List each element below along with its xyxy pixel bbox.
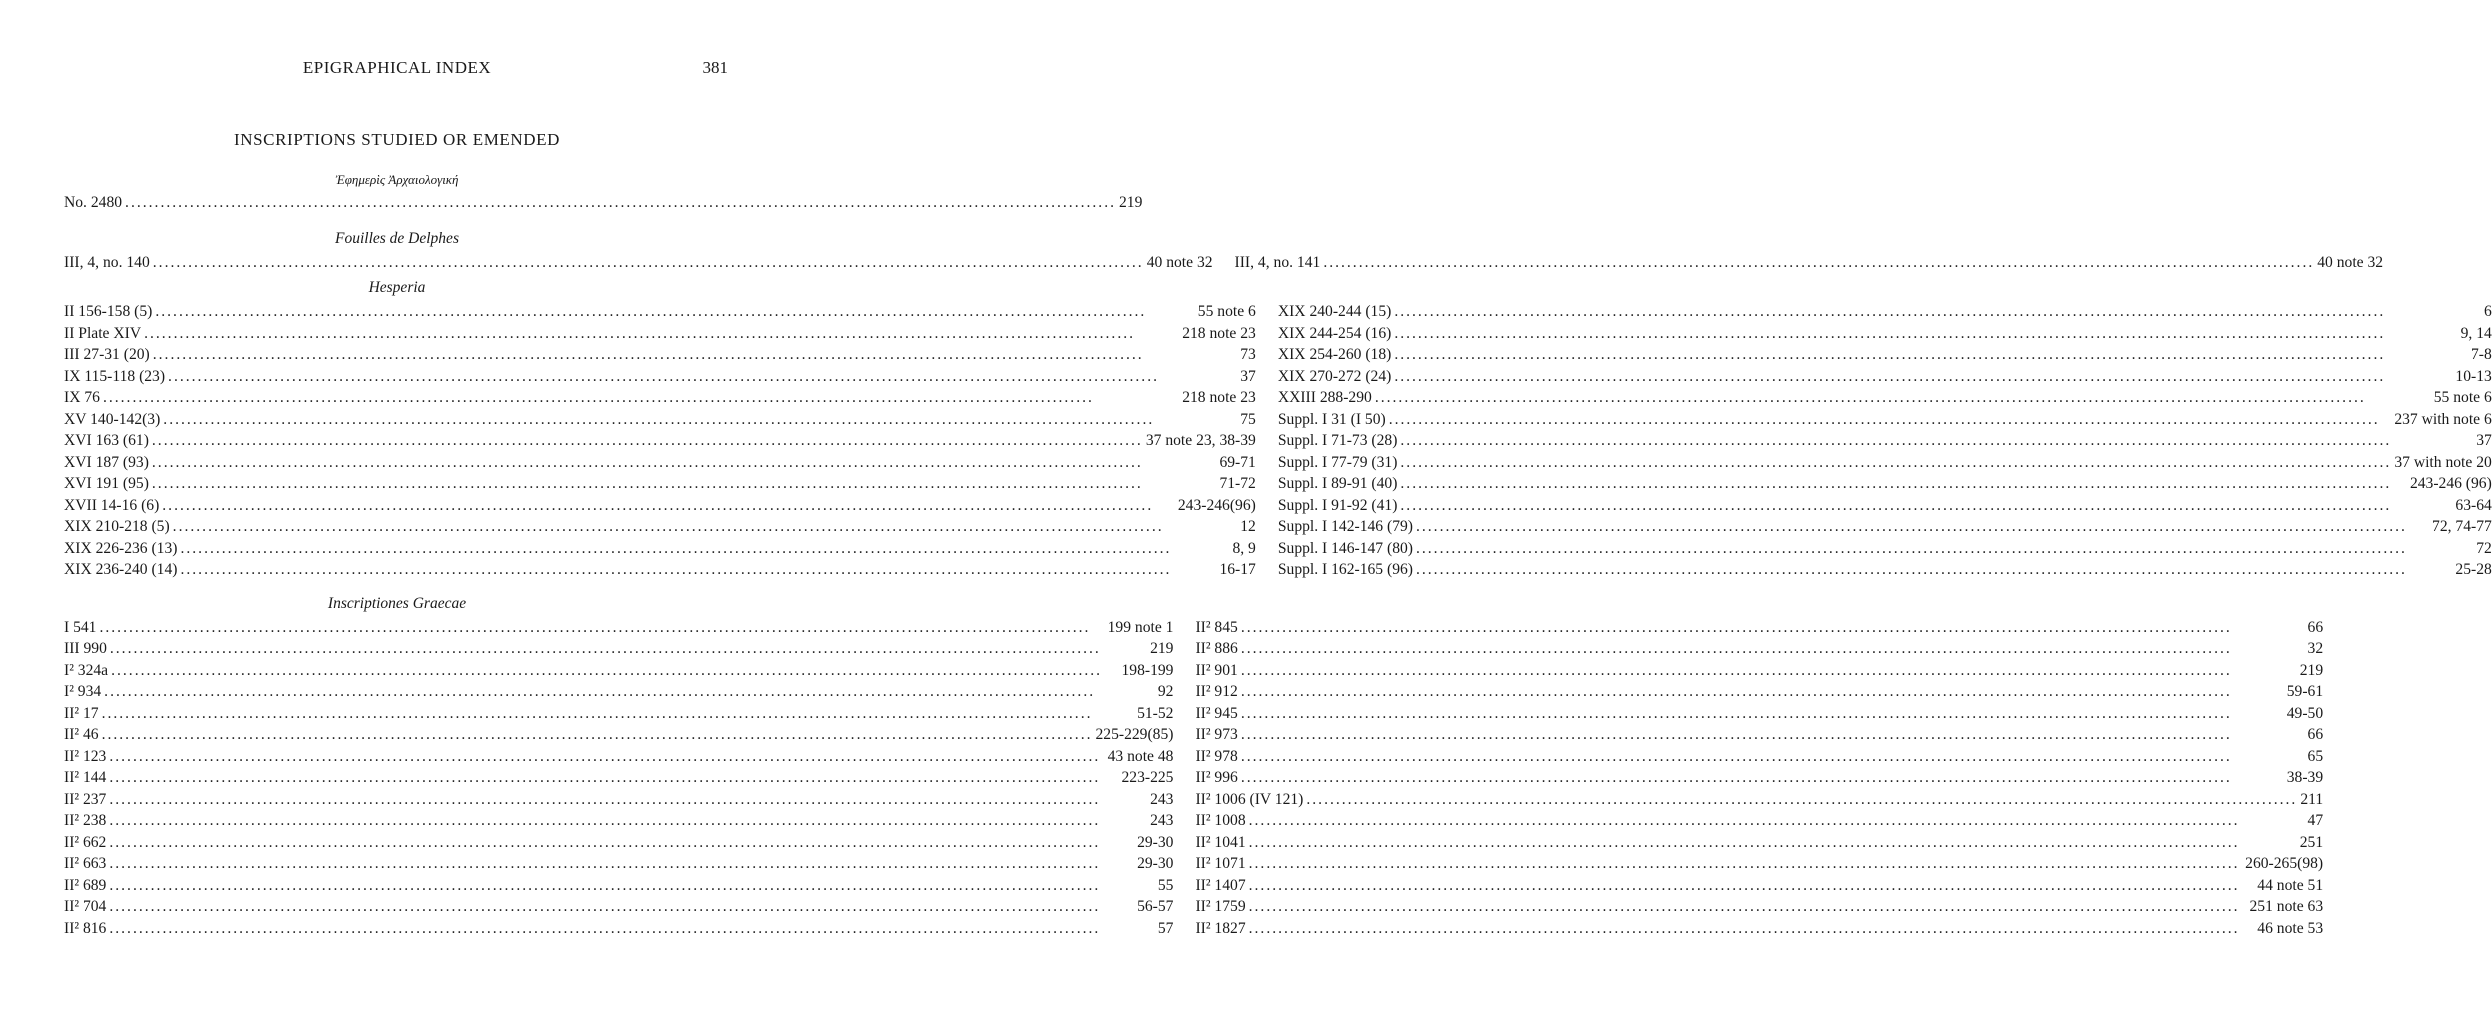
entry-reference: 243 bbox=[1150, 790, 1174, 808]
entry-reference: 199 note 1 bbox=[1107, 618, 1174, 636]
index-entry bbox=[1278, 323, 2492, 345]
inscriptiones-graecae-entries bbox=[64, 617, 2324, 940]
index-entry bbox=[1195, 789, 2323, 811]
dot-leader bbox=[1249, 896, 2247, 918]
entry-reference: 12 bbox=[1240, 518, 1256, 535]
index-entry bbox=[64, 617, 1173, 639]
entry-reference: 223-225 bbox=[1121, 769, 1174, 786]
entry-label: XVI 187 (93) bbox=[64, 453, 149, 471]
index-entry bbox=[1278, 452, 2492, 474]
index-entry bbox=[1195, 617, 2323, 639]
running-title: EPIGRAPHICAL INDEX bbox=[302, 58, 492, 77]
index-entry bbox=[64, 516, 1256, 538]
index-entry bbox=[64, 192, 1142, 214]
entry-reference: 59-61 bbox=[2286, 683, 2324, 700]
entry-reference: 66 bbox=[2307, 618, 2324, 636]
dot-leader bbox=[1394, 366, 2452, 388]
dot-leader bbox=[109, 767, 1118, 789]
entry-reference: 37 bbox=[2476, 432, 2492, 449]
dot-leader bbox=[109, 832, 1134, 854]
dot-leader bbox=[144, 323, 1179, 345]
dot-leader bbox=[152, 452, 1217, 474]
entry-label: Suppl. I 91-92 (41) bbox=[1277, 496, 1398, 514]
index-entry bbox=[1195, 918, 2323, 940]
dot-leader bbox=[1323, 252, 2314, 274]
index-entry bbox=[64, 473, 1256, 495]
dot-leader bbox=[1416, 538, 2473, 560]
index-entry bbox=[1278, 473, 2492, 495]
dot-leader bbox=[1241, 767, 2284, 789]
index-entry bbox=[64, 918, 1173, 940]
entry-reference: 55 bbox=[1157, 876, 1174, 894]
dot-leader bbox=[1249, 918, 2255, 940]
dot-leader bbox=[102, 703, 1135, 725]
entry-label: Suppl. I 89-91 (40) bbox=[1277, 475, 1398, 492]
entry-reference: 9, 14 bbox=[2460, 324, 2492, 342]
entry-reference: 43 note 48 bbox=[1107, 747, 1174, 765]
dot-leader bbox=[1241, 638, 2305, 660]
dot-leader bbox=[1241, 724, 2305, 746]
entry-reference: 37 with note 20 bbox=[2394, 453, 2492, 471]
section-title-inscriptiones-graecae: Inscriptiones Graecae bbox=[327, 594, 467, 612]
dot-leader bbox=[1249, 832, 2297, 854]
entry-reference: 25-28 bbox=[2455, 561, 2492, 578]
entry-reference: 243-246 (96) bbox=[2409, 475, 2492, 492]
entry-label: Suppl. I 71-73 (28) bbox=[1277, 432, 1398, 449]
entry-label: II² 123 bbox=[64, 747, 107, 765]
entry-reference: 47 bbox=[2307, 812, 2324, 829]
index-entry bbox=[64, 746, 1173, 768]
index-entry bbox=[1278, 409, 2492, 431]
entry-reference: 46 note 53 bbox=[2257, 919, 2324, 937]
index-entry bbox=[1195, 767, 2323, 789]
index-entry bbox=[64, 559, 1256, 581]
index-entry bbox=[64, 703, 1173, 725]
entry-label: I² 934 bbox=[64, 683, 102, 700]
dot-leader bbox=[1389, 409, 2392, 431]
index-entry bbox=[1278, 538, 2492, 560]
dot-leader bbox=[111, 660, 1118, 682]
entry-label: II² 945 bbox=[1195, 704, 1238, 722]
index-entry bbox=[64, 660, 1173, 682]
index-entry bbox=[64, 832, 1173, 854]
entry-label: II² 978 bbox=[1195, 747, 1238, 765]
entry-reference: 198-199 bbox=[1121, 661, 1174, 679]
index-entry bbox=[64, 495, 1256, 517]
entry-reference: 219 bbox=[2299, 661, 2324, 679]
entry-reference: 243 bbox=[1150, 812, 1174, 829]
dot-leader bbox=[1241, 703, 2284, 725]
entry-label: XXIII 288-290 bbox=[1277, 389, 1372, 406]
index-column-right bbox=[1195, 617, 2323, 940]
entry-reference: 218 note 23 bbox=[1182, 324, 1256, 342]
entry-label: II² 996 bbox=[1195, 769, 1238, 786]
index-entry bbox=[1278, 301, 2492, 323]
index-entry bbox=[1235, 252, 2384, 274]
dot-leader bbox=[1394, 323, 2457, 345]
entry-reference: 218 note 23 bbox=[1182, 389, 1256, 406]
entry-label: II² 901 bbox=[1195, 661, 1238, 679]
entry-label: No. 2480 bbox=[64, 194, 123, 211]
dot-leader bbox=[1249, 875, 2255, 897]
entry-reference: 260-265(98) bbox=[2245, 855, 2324, 872]
entry-label: XIX 254-260 (18) bbox=[1277, 346, 1392, 363]
section-title-ephemeris: Ἐφημερὶς Ἀρχαιολογική bbox=[335, 172, 459, 187]
dot-leader bbox=[168, 366, 1237, 388]
entry-reference: 29-30 bbox=[1137, 833, 1174, 851]
entry-reference: 75 bbox=[1240, 410, 1256, 428]
entry-label: II² 1071 bbox=[1195, 855, 1246, 872]
dot-leader bbox=[1241, 660, 2297, 682]
index-entry bbox=[1195, 810, 2323, 832]
index-entry bbox=[64, 853, 1173, 875]
entry-label: I 541 bbox=[64, 618, 97, 636]
dot-leader bbox=[1416, 559, 2452, 581]
main-title: INSCRIPTIONS STUDIED OR EMENDED bbox=[233, 130, 561, 149]
dot-leader bbox=[153, 344, 1238, 366]
hesperia-entries bbox=[64, 301, 2492, 581]
entry-label: II² 662 bbox=[64, 833, 107, 851]
entry-label: II² 46 bbox=[64, 726, 99, 743]
entry-label: III 990 bbox=[64, 640, 107, 657]
entry-label: II² 1827 bbox=[1195, 919, 1246, 937]
entry-label: Suppl. I 142-146 (79) bbox=[1277, 518, 1413, 535]
dot-leader bbox=[109, 918, 1155, 940]
entry-reference: 16-17 bbox=[1219, 561, 1256, 578]
index-column-left bbox=[64, 617, 1173, 940]
dot-leader bbox=[1400, 495, 2452, 517]
entry-reference: 72 bbox=[2476, 539, 2492, 557]
dot-leader bbox=[152, 430, 1143, 452]
running-header bbox=[64, 56, 730, 86]
index-entry bbox=[64, 538, 1256, 560]
entry-reference: 219 bbox=[1150, 640, 1174, 657]
fouilles-entries bbox=[64, 252, 2384, 274]
index-entry bbox=[1278, 366, 2492, 388]
entry-label: III 27-31 (20) bbox=[64, 346, 150, 363]
entry-label: III, 4, no. 141 bbox=[1234, 253, 1321, 271]
entry-reference: 32 bbox=[2307, 640, 2324, 657]
dot-leader bbox=[109, 810, 1147, 832]
entry-reference: 37 bbox=[1240, 367, 1256, 385]
entry-label: XIX 240-244 (15) bbox=[1277, 303, 1392, 320]
entry-label: II Plate XIV bbox=[64, 324, 142, 342]
index-entry bbox=[1195, 875, 2323, 897]
entry-reference: 63-64 bbox=[2455, 496, 2492, 514]
entry-label: II² 1008 bbox=[1195, 812, 1246, 829]
section-title-fouilles: Fouilles de Delphes bbox=[335, 229, 459, 247]
index-entry bbox=[64, 810, 1173, 832]
section-title-hesperia: Hesperia bbox=[368, 279, 426, 296]
dot-leader bbox=[180, 538, 1229, 560]
entry-reference: 55 note 6 bbox=[2433, 389, 2492, 406]
entry-reference: 10-13 bbox=[2455, 367, 2492, 385]
entry-reference: 7-8 bbox=[2471, 346, 2492, 363]
entry-label: II² 144 bbox=[64, 769, 107, 786]
entry-label: II² 912 bbox=[1195, 683, 1238, 700]
dot-leader bbox=[1394, 344, 2468, 366]
index-entry bbox=[1278, 495, 2492, 517]
dot-leader bbox=[180, 559, 1216, 581]
entry-label: II² 1407 bbox=[1195, 876, 1246, 894]
entry-reference: 44 note 51 bbox=[2257, 876, 2324, 894]
entry-label: II² 886 bbox=[1195, 640, 1238, 657]
index-entry bbox=[1195, 681, 2323, 703]
index-entry bbox=[64, 789, 1173, 811]
entry-label: XVI 163 (61) bbox=[64, 432, 149, 449]
entry-reference: 219 bbox=[1118, 194, 1143, 211]
index-entry bbox=[64, 430, 1256, 452]
dot-leader bbox=[1416, 516, 2429, 538]
index-entry bbox=[1278, 516, 2492, 538]
entry-label: II² 689 bbox=[64, 876, 107, 894]
index-entry bbox=[1195, 638, 2323, 660]
entry-label: XIX 210-218 (5) bbox=[64, 518, 170, 535]
entry-reference: 40 note 32 bbox=[2317, 253, 2384, 271]
index-entry bbox=[64, 875, 1173, 897]
dot-leader bbox=[110, 638, 1147, 660]
entry-reference: 40 note 32 bbox=[1146, 253, 1213, 271]
index-entry bbox=[1278, 344, 2492, 366]
entry-reference: 6 bbox=[2484, 303, 2492, 320]
entry-reference: 56-57 bbox=[1137, 898, 1174, 915]
entry-reference: 237 with note 6 bbox=[2394, 410, 2492, 428]
index-entry bbox=[64, 323, 1256, 345]
index-entry bbox=[1195, 853, 2323, 875]
index-entry bbox=[1195, 896, 2323, 918]
entry-label: I² 324a bbox=[64, 661, 109, 679]
entry-reference: 29-30 bbox=[1137, 855, 1174, 872]
index-entry bbox=[64, 301, 1256, 323]
dot-leader bbox=[162, 495, 1175, 517]
entry-reference: 55 note 6 bbox=[1197, 303, 1256, 320]
dot-leader bbox=[102, 724, 1093, 746]
entry-label: II² 238 bbox=[64, 812, 107, 829]
entry-reference: 73 bbox=[1240, 346, 1256, 363]
dot-leader bbox=[163, 409, 1237, 431]
entry-reference: 72, 74-77 bbox=[2432, 518, 2492, 535]
entry-label: II² 704 bbox=[64, 898, 107, 915]
entry-label: IX 115-118 (23) bbox=[64, 367, 166, 385]
index-column-right bbox=[1278, 301, 2492, 581]
index-entry bbox=[1195, 724, 2323, 746]
entry-label: II 156-158 (5) bbox=[64, 303, 153, 320]
dot-leader bbox=[99, 617, 1104, 639]
entry-label: III, 4, no. 140 bbox=[64, 253, 150, 271]
entry-label: II² 845 bbox=[1195, 618, 1238, 636]
entry-reference: 243-246(96) bbox=[1177, 496, 1256, 514]
entry-reference: 37 note 23, 38-39 bbox=[1145, 432, 1256, 449]
entry-reference: 51-52 bbox=[1137, 704, 1174, 722]
entry-label: XIX 270-272 (24) bbox=[1277, 367, 1392, 385]
dot-leader bbox=[125, 192, 1116, 214]
entry-reference: 211 bbox=[2300, 790, 2324, 808]
entry-label: II² 1759 bbox=[1195, 898, 1246, 915]
dot-leader bbox=[1375, 387, 2431, 409]
entry-label: II² 1006 (IV 121) bbox=[1195, 790, 1304, 808]
dot-leader bbox=[155, 301, 1194, 323]
entry-reference: 92 bbox=[1157, 683, 1174, 700]
index-entry bbox=[64, 638, 1173, 660]
dot-leader bbox=[109, 746, 1104, 768]
dot-leader bbox=[1400, 452, 2391, 474]
index-entry bbox=[64, 387, 1256, 409]
index-entry bbox=[1195, 746, 2323, 768]
index-column-right bbox=[1235, 252, 2384, 274]
index-entry bbox=[64, 366, 1256, 388]
dot-leader bbox=[152, 473, 1217, 495]
entry-label: XIX 244-254 (16) bbox=[1277, 324, 1392, 342]
dot-leader bbox=[109, 853, 1134, 875]
entry-label: II² 663 bbox=[64, 855, 107, 872]
index-entry bbox=[1195, 832, 2323, 854]
entry-reference: 225-229(85) bbox=[1095, 726, 1174, 743]
dot-leader bbox=[153, 252, 1144, 274]
index-entry bbox=[64, 409, 1256, 431]
ephemeris-entries bbox=[64, 192, 1143, 214]
entry-label: XVII 14-16 (6) bbox=[64, 496, 160, 514]
entry-reference: 69-71 bbox=[1219, 453, 1256, 471]
index-entry bbox=[64, 452, 1256, 474]
dot-leader bbox=[1400, 473, 2407, 495]
dot-leader bbox=[103, 387, 1179, 409]
entry-label: Suppl. I 162-165 (96) bbox=[1277, 561, 1413, 578]
index-entry bbox=[64, 724, 1173, 746]
index-entry bbox=[64, 252, 1213, 274]
dot-leader bbox=[1400, 430, 2473, 452]
entry-label: II² 1041 bbox=[1195, 833, 1246, 851]
entry-label: II² 973 bbox=[1195, 726, 1238, 743]
index-entry bbox=[64, 896, 1173, 918]
entry-label: Suppl. I 31 (I 50) bbox=[1277, 410, 1386, 428]
index-entry bbox=[1195, 660, 2323, 682]
dot-leader bbox=[1241, 746, 2305, 768]
entry-label: Suppl. I 146-147 (80) bbox=[1277, 539, 1413, 557]
index-entry bbox=[1278, 430, 2492, 452]
dot-leader bbox=[109, 896, 1134, 918]
entry-reference: 8, 9 bbox=[1232, 539, 1256, 557]
index-entry bbox=[64, 767, 1173, 789]
dot-leader bbox=[1249, 810, 2305, 832]
entry-label: XIX 236-240 (14) bbox=[64, 561, 178, 578]
dot-leader bbox=[1306, 789, 2297, 811]
entry-reference: 71-72 bbox=[1219, 475, 1256, 492]
entry-label: IX 76 bbox=[64, 389, 100, 406]
index-entry bbox=[64, 344, 1256, 366]
page-number: 381 bbox=[702, 58, 728, 77]
entry-reference: 38-39 bbox=[2286, 769, 2324, 786]
entry-label: XV 140-142(3) bbox=[64, 410, 161, 428]
entry-reference: 251 note 63 bbox=[2249, 898, 2324, 915]
dot-leader bbox=[1249, 853, 2243, 875]
entry-label: XIX 226-236 (13) bbox=[64, 539, 178, 557]
entry-label: II² 237 bbox=[64, 790, 107, 808]
dot-leader bbox=[1241, 681, 2284, 703]
index-page bbox=[64, 56, 2492, 939]
entry-reference: 66 bbox=[2307, 726, 2324, 743]
dot-leader bbox=[109, 789, 1147, 811]
dot-leader bbox=[1241, 617, 2305, 639]
entry-reference: 57 bbox=[1157, 919, 1174, 937]
dot-leader bbox=[109, 875, 1155, 897]
entry-reference: 65 bbox=[2307, 747, 2324, 765]
entry-reference: 251 bbox=[2299, 833, 2324, 851]
entry-label: XVI 191 (95) bbox=[64, 475, 149, 492]
entry-label: II² 17 bbox=[64, 704, 99, 722]
dot-leader bbox=[173, 516, 1238, 538]
index-entry bbox=[1278, 387, 2492, 409]
dot-leader bbox=[1394, 301, 2481, 323]
entry-label: II² 816 bbox=[64, 919, 107, 937]
index-column-left bbox=[64, 301, 1256, 581]
dot-leader bbox=[104, 681, 1155, 703]
index-entry bbox=[1278, 559, 2492, 581]
index-entry bbox=[1195, 703, 2323, 725]
entry-label: Suppl. I 77-79 (31) bbox=[1277, 453, 1398, 471]
entry-reference: 49-50 bbox=[2286, 704, 2324, 722]
index-column-left bbox=[64, 252, 1213, 274]
index-entry bbox=[64, 681, 1173, 703]
